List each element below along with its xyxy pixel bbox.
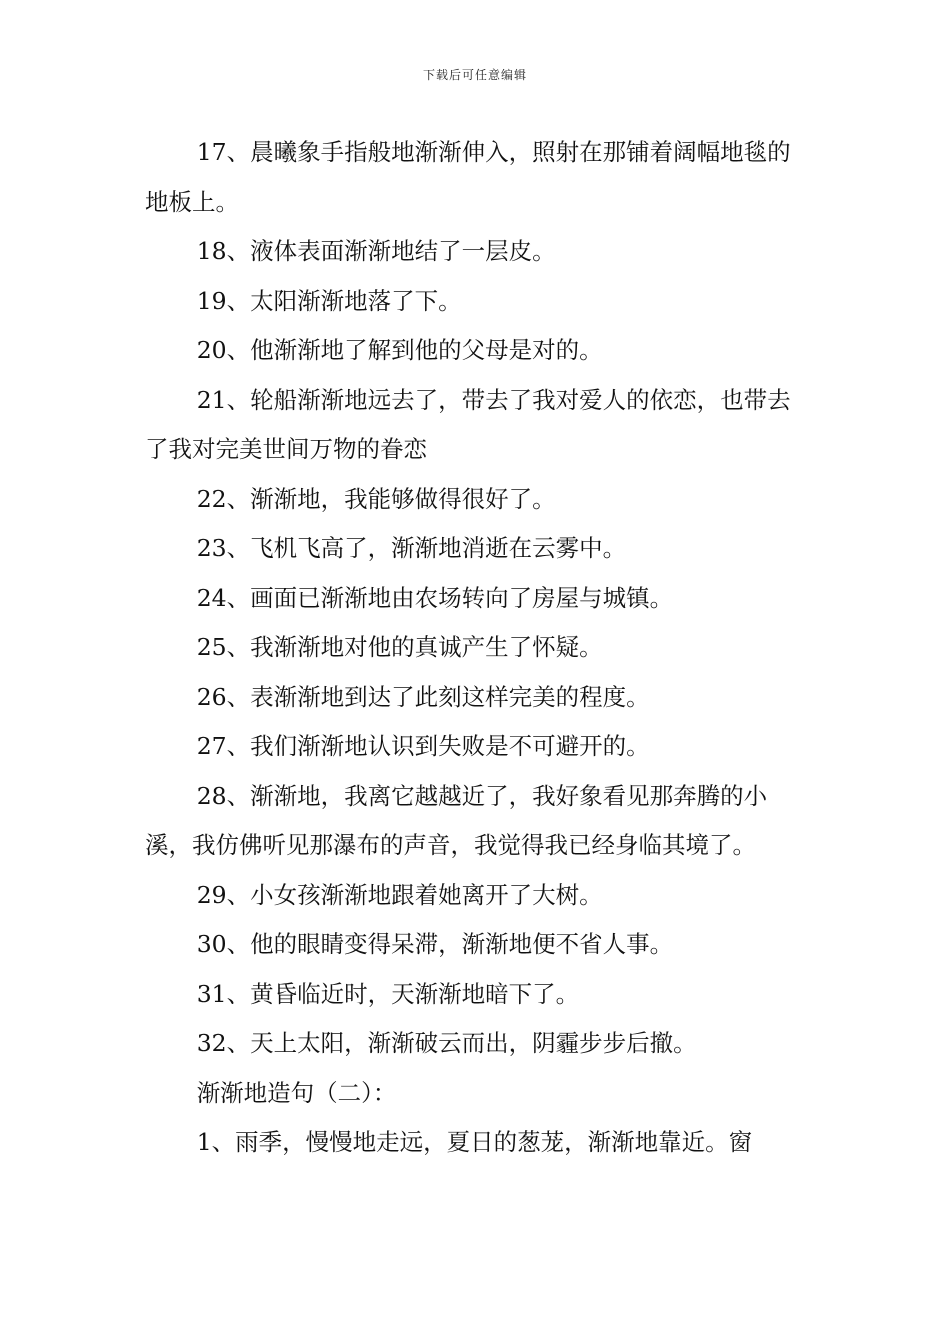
paragraph-18: 18、液体表面渐渐地结了一层皮。 [196, 237, 556, 265]
page-header-note: 下载后可任意编辑 [422, 68, 527, 82]
paragraph-29: 29、小女孩渐渐地跟着她离开了大树。 [196, 880, 603, 909]
paragraph-23: 23、飞机飞高了，渐渐地消逝在云雾中。 [196, 534, 627, 562]
paragraph-25: 25、我渐渐地对他的真诚产生了怀疑。 [196, 633, 603, 661]
paragraph-21: 21、轮船渐渐地远去了，带去了我对爱人的依恋，也带去了我对完美世间万物的眷恋 [145, 385, 791, 463]
paragraph-17: 17、晨曦象手指般地渐渐伸入，照射在那铺着阔幅地毯的地板上。 [145, 138, 791, 216]
paragraph-22: 22、渐渐地，我能够做得很好了。 [196, 484, 556, 513]
paragraph-24: 24、画面已渐渐地由农场转向了房屋与城镇。 [196, 583, 674, 612]
paragraph-26: 26、表渐渐地到达了此刻这样完美的程度。 [196, 682, 650, 711]
paragraph-19: 19、太阳渐渐地落了下。 [196, 286, 462, 315]
paragraph-1: 1、雨季，慢慢地走远，夏日的葱茏，渐渐地靠近。窗 [196, 1128, 753, 1156]
paragraph-30: 30、他的眼睛变得呆滞，渐渐地便不省人事。 [196, 930, 674, 958]
section-heading: 渐渐地造句（二）： [196, 1078, 397, 1107]
paragraph-27: 27、我们渐渐地认识到失败是不可避开的。 [196, 732, 650, 760]
paragraph-28: 28、渐渐地，我离它越越近了，我好象看见那奔腾的小溪，我仿佛听见那瀑布的声音，我觉得我已经身临其境了。 [145, 781, 768, 859]
document-body [145, 128, 810, 1168]
paragraph-20: 20、他渐渐地了解到他的父母是对的。 [196, 336, 603, 364]
paragraph-32: 32、天上太阳，渐渐破云而出，阴霾步步后撤。 [196, 1029, 697, 1057]
paragraph-31: 31、黄昏临近时，天渐渐地暗下了。 [196, 979, 580, 1008]
